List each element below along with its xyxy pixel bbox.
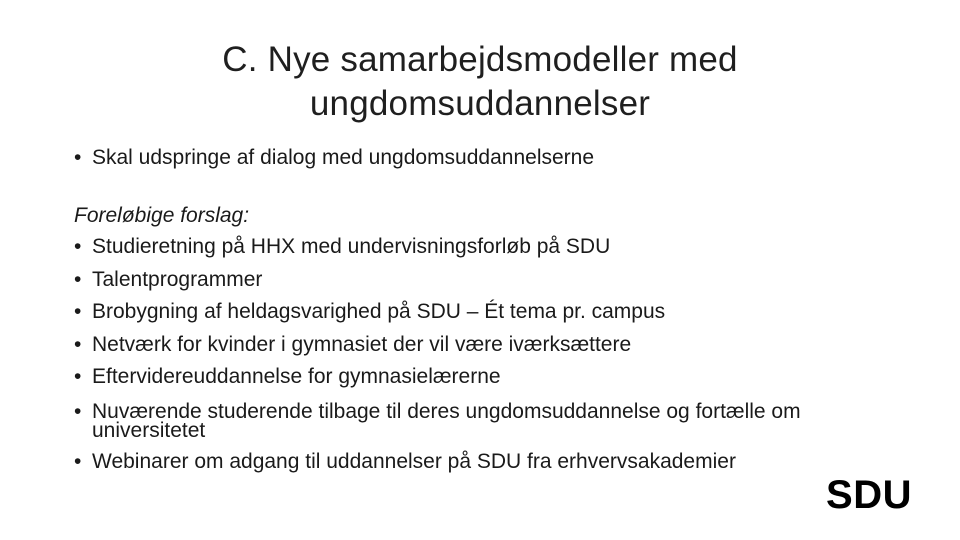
list-item-text: Talentprogrammer — [92, 267, 263, 291]
list-item-text: Eftervidereuddannelse for gymnasielærerne — [92, 365, 501, 388]
bullet-icon: • — [74, 332, 82, 356]
list-item — [74, 329, 894, 362]
proposals-heading: Foreløbige forslag: — [74, 204, 250, 227]
intro-bullet-text: Skal udspringe af dialog med ungdomsuddannelserne — [92, 146, 595, 169]
bullet-icon: • — [74, 235, 82, 258]
bullet-icon: • — [74, 146, 82, 169]
sdu-logo: SDU — [826, 473, 912, 517]
list-item — [74, 296, 894, 329]
proposals-list — [74, 231, 894, 478]
list-item — [74, 394, 894, 446]
bullet-icon: • — [74, 399, 82, 423]
list-item-text: Netværk for kvinder i gymnasiet der vil være iværksættere — [92, 332, 632, 356]
slide-title — [120, 38, 840, 126]
bullet-icon: • — [74, 449, 82, 473]
list-item — [74, 446, 894, 479]
list-item — [74, 264, 894, 297]
intro-bullet — [74, 142, 594, 173]
slide-title-line-2: ungdomsuddannelser — [309, 84, 651, 123]
list-item-text: Brobygning af heldagsvarighed på SDU – Ét tema pr. campus — [92, 300, 666, 323]
list-item — [74, 231, 894, 264]
list-item-text: Webinarer om adgang til uddannelser på SDU fra erhvervsakademier — [92, 449, 736, 473]
list-item — [74, 361, 894, 394]
list-item-text: Studieretning på HHX med undervisningsforløb på SDU — [92, 235, 611, 258]
bullet-icon: • — [74, 365, 82, 388]
list-item-text: Nuværende studerende tilbage til deres ungdomsuddannelse og fortælle om universitetet — [92, 399, 801, 442]
bullet-icon: • — [74, 300, 82, 323]
slide-title-line-1: C. Nye samarbejdsmodeller med — [222, 40, 738, 79]
bullet-icon: • — [74, 267, 82, 291]
